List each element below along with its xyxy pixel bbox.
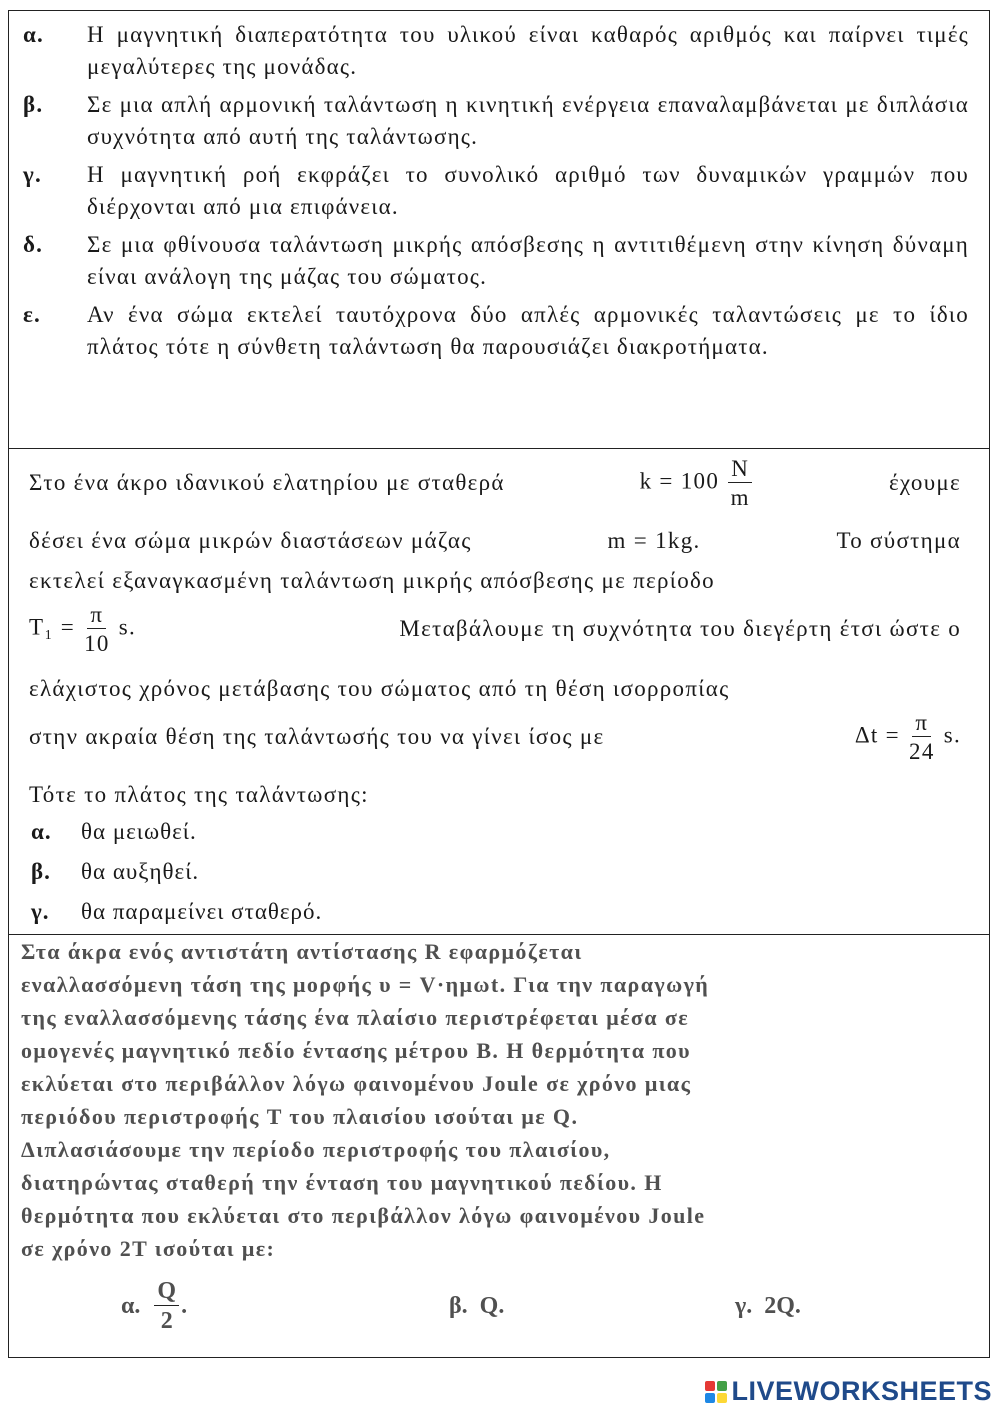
option-text: θα παραμείνει σταθερό. [81,899,323,924]
spring-constant-expr: k = 100 [639,468,720,494]
problem-line [29,565,961,597]
problem-line: εναλλασσόμενη τάση της μορφής υ = V·ημωt. Για την παραγωγή [21,972,710,997]
option-label: γ. [735,1293,753,1319]
statement-item [23,159,969,223]
problem-line: Στα άκρα ενός αντιστάτη αντίστασης R εφαρμόζεται [21,939,583,964]
fraction-numerator: π [87,603,106,629]
problem-line: εκλύεται στο περιβάλλον λόγω φαινομένου Joule σε χρόνο μιας [21,1071,692,1096]
problem-line: Διπλασιάσουμε την περίοδο περιστροφής του πλαισίου, [21,1137,611,1162]
logo-square [705,1381,715,1391]
period-value [29,603,136,655]
answer-option[interactable] [121,1279,187,1333]
problem-line: θερμότητα που εκλύεται στο περιβάλλον λόγω φαινομένου Joule [21,1203,706,1228]
problem-line: σε χρόνο 2T ισούται με: [21,1236,276,1261]
fraction-denominator: m [730,485,750,510]
answer-option[interactable] [449,1293,504,1320]
option-text: Q. [479,1293,505,1319]
period-fraction [84,603,110,655]
problem-text: Στο ένα άκρο ιδανικού ελατηρίου με σταθερά [29,470,505,495]
statement-item [23,19,969,83]
logo-square [717,1393,727,1403]
answer-option[interactable] [735,1293,801,1320]
option-label: β. [449,1293,468,1319]
statement-text: Σε μια απλή αρμονική ταλάντωση η κινητική ενέργεια επαναλαμβάνεται με διπλάσια συχνότητα από αυτή της ταλάντωσης. [87,92,969,149]
fraction-numerator: π [912,711,931,737]
problem-text: Το σύστημα [836,528,961,553]
statement-label: δ. [23,232,44,257]
statement-text: Η μαγνητική ροή εκφράζει το συνολικό αριθμό των δυναμικών γραμμών που διέρχονται από μια επιφάνεια. [87,162,969,219]
fraction-denominator: 24 [909,739,935,764]
watermark-text: LIVEWORKSHEETS [731,1376,992,1406]
option-label: β. [31,859,51,884]
ac-heat-problem-box [9,935,989,1357]
fraction-numerator: N [728,457,752,483]
time-unit: s. [943,722,961,748]
statement-item [23,229,969,293]
statement-text: Η μαγνητική διαπερατότητα του υλικού είναι καθαρός αριθμός και παίρνει τιμές μεγαλύτερες της μονάδας. [87,22,969,79]
spring-constant [640,457,755,509]
option-label: α. [121,1292,141,1319]
worksheet-frame [8,10,990,1358]
problem-text: στην ακραία θέση της ταλάντωσής του να γίνει ίσος με [29,724,605,749]
statement-label: β. [23,92,44,117]
fraction-denominator: 10 [84,631,110,656]
problem-text: Μεταβάλουμε τη συχνότητα του διεγέρτη έτσι ώστε ο [399,616,961,641]
problem-line [29,603,961,655]
answer-option[interactable] [31,819,197,845]
time-fraction [909,711,935,763]
liveworksheets-logo-icon [705,1381,727,1403]
option-text: θα μειωθεί. [81,819,197,844]
option-text: 2Q. [764,1293,801,1319]
statement-item [23,299,969,363]
statement-text: Αν ένα σώμα εκτελεί ταυτόχρονα δύο απλές αρμονικές ταλαντώσεις με το ίδιο πλάτος τότε η σύνθετη ταλάντωση θα παρουσιάζει διακροτήματα. [87,302,969,359]
statement-label: ε. [23,302,41,327]
fraction-numerator: Q [154,1279,179,1306]
problem-text: εκτελεί εξαναγκασμένη ταλάντωση μικρής απόσβεσης με περίοδο [29,568,715,593]
liveworksheets-watermark [705,1376,992,1407]
problem-line: της εναλλασσόμενης τάσης ένα πλαίσιο περιστρέφεται μέσα σε [21,1005,690,1030]
logo-square [717,1381,727,1391]
problem-line [29,457,961,509]
statement-label: γ. [23,162,42,187]
period-expr: T₁ = [29,614,75,640]
logo-square [705,1393,715,1403]
statements-box [9,11,989,449]
option-label: γ. [31,899,50,924]
problem-line: ομογενές μαγνητικό πεδίο έντασης μέτρου Β. Η θερμότητα που [21,1038,692,1063]
heat-fraction [154,1279,179,1333]
problem-line [29,711,961,763]
problem-line: περιόδου περιστροφής T του πλαισίου ισούται με Q. [21,1104,579,1129]
option-label: α. [31,819,52,844]
option-suffix: . [181,1292,188,1319]
question-line [29,779,961,811]
problem-text: δέσει ένα σώμα μικρών διαστάσεων μάζας [29,528,472,553]
problem-line: διατηρώντας σταθερή την ένταση του μαγνητικού πεδίου. Η [21,1170,663,1195]
question-text: Τότε το πλάτος της ταλάντωσης: [29,782,369,807]
problem-text: έχουμε [888,470,961,495]
oscillation-problem-box [9,449,989,935]
unit-fraction [728,457,752,509]
option-text: θα αυξηθεί. [81,859,200,884]
mass-value: m = 1kg. [607,528,701,553]
problem-line [29,673,961,705]
problem-line [29,525,961,557]
answer-option[interactable] [31,899,322,925]
statement-label: α. [23,22,44,47]
fraction-denominator: 2 [160,1308,173,1334]
statement-text: Σε μια φθίνουσα ταλάντωση μικρής απόσβεσης η αντιτιθέμενη στην κίνηση δύναμη είναι ανάλογη της μάζας του σώματος. [87,232,969,289]
transition-time [855,711,961,763]
time-expr: Δt = [854,722,900,748]
period-unit: s. [118,614,137,640]
answer-option[interactable] [31,859,199,885]
statement-item [23,89,969,153]
problem-text: ελάχιστος χρόνος μετάβασης του σώματος από τη θέση ισορροπίας [29,676,730,701]
